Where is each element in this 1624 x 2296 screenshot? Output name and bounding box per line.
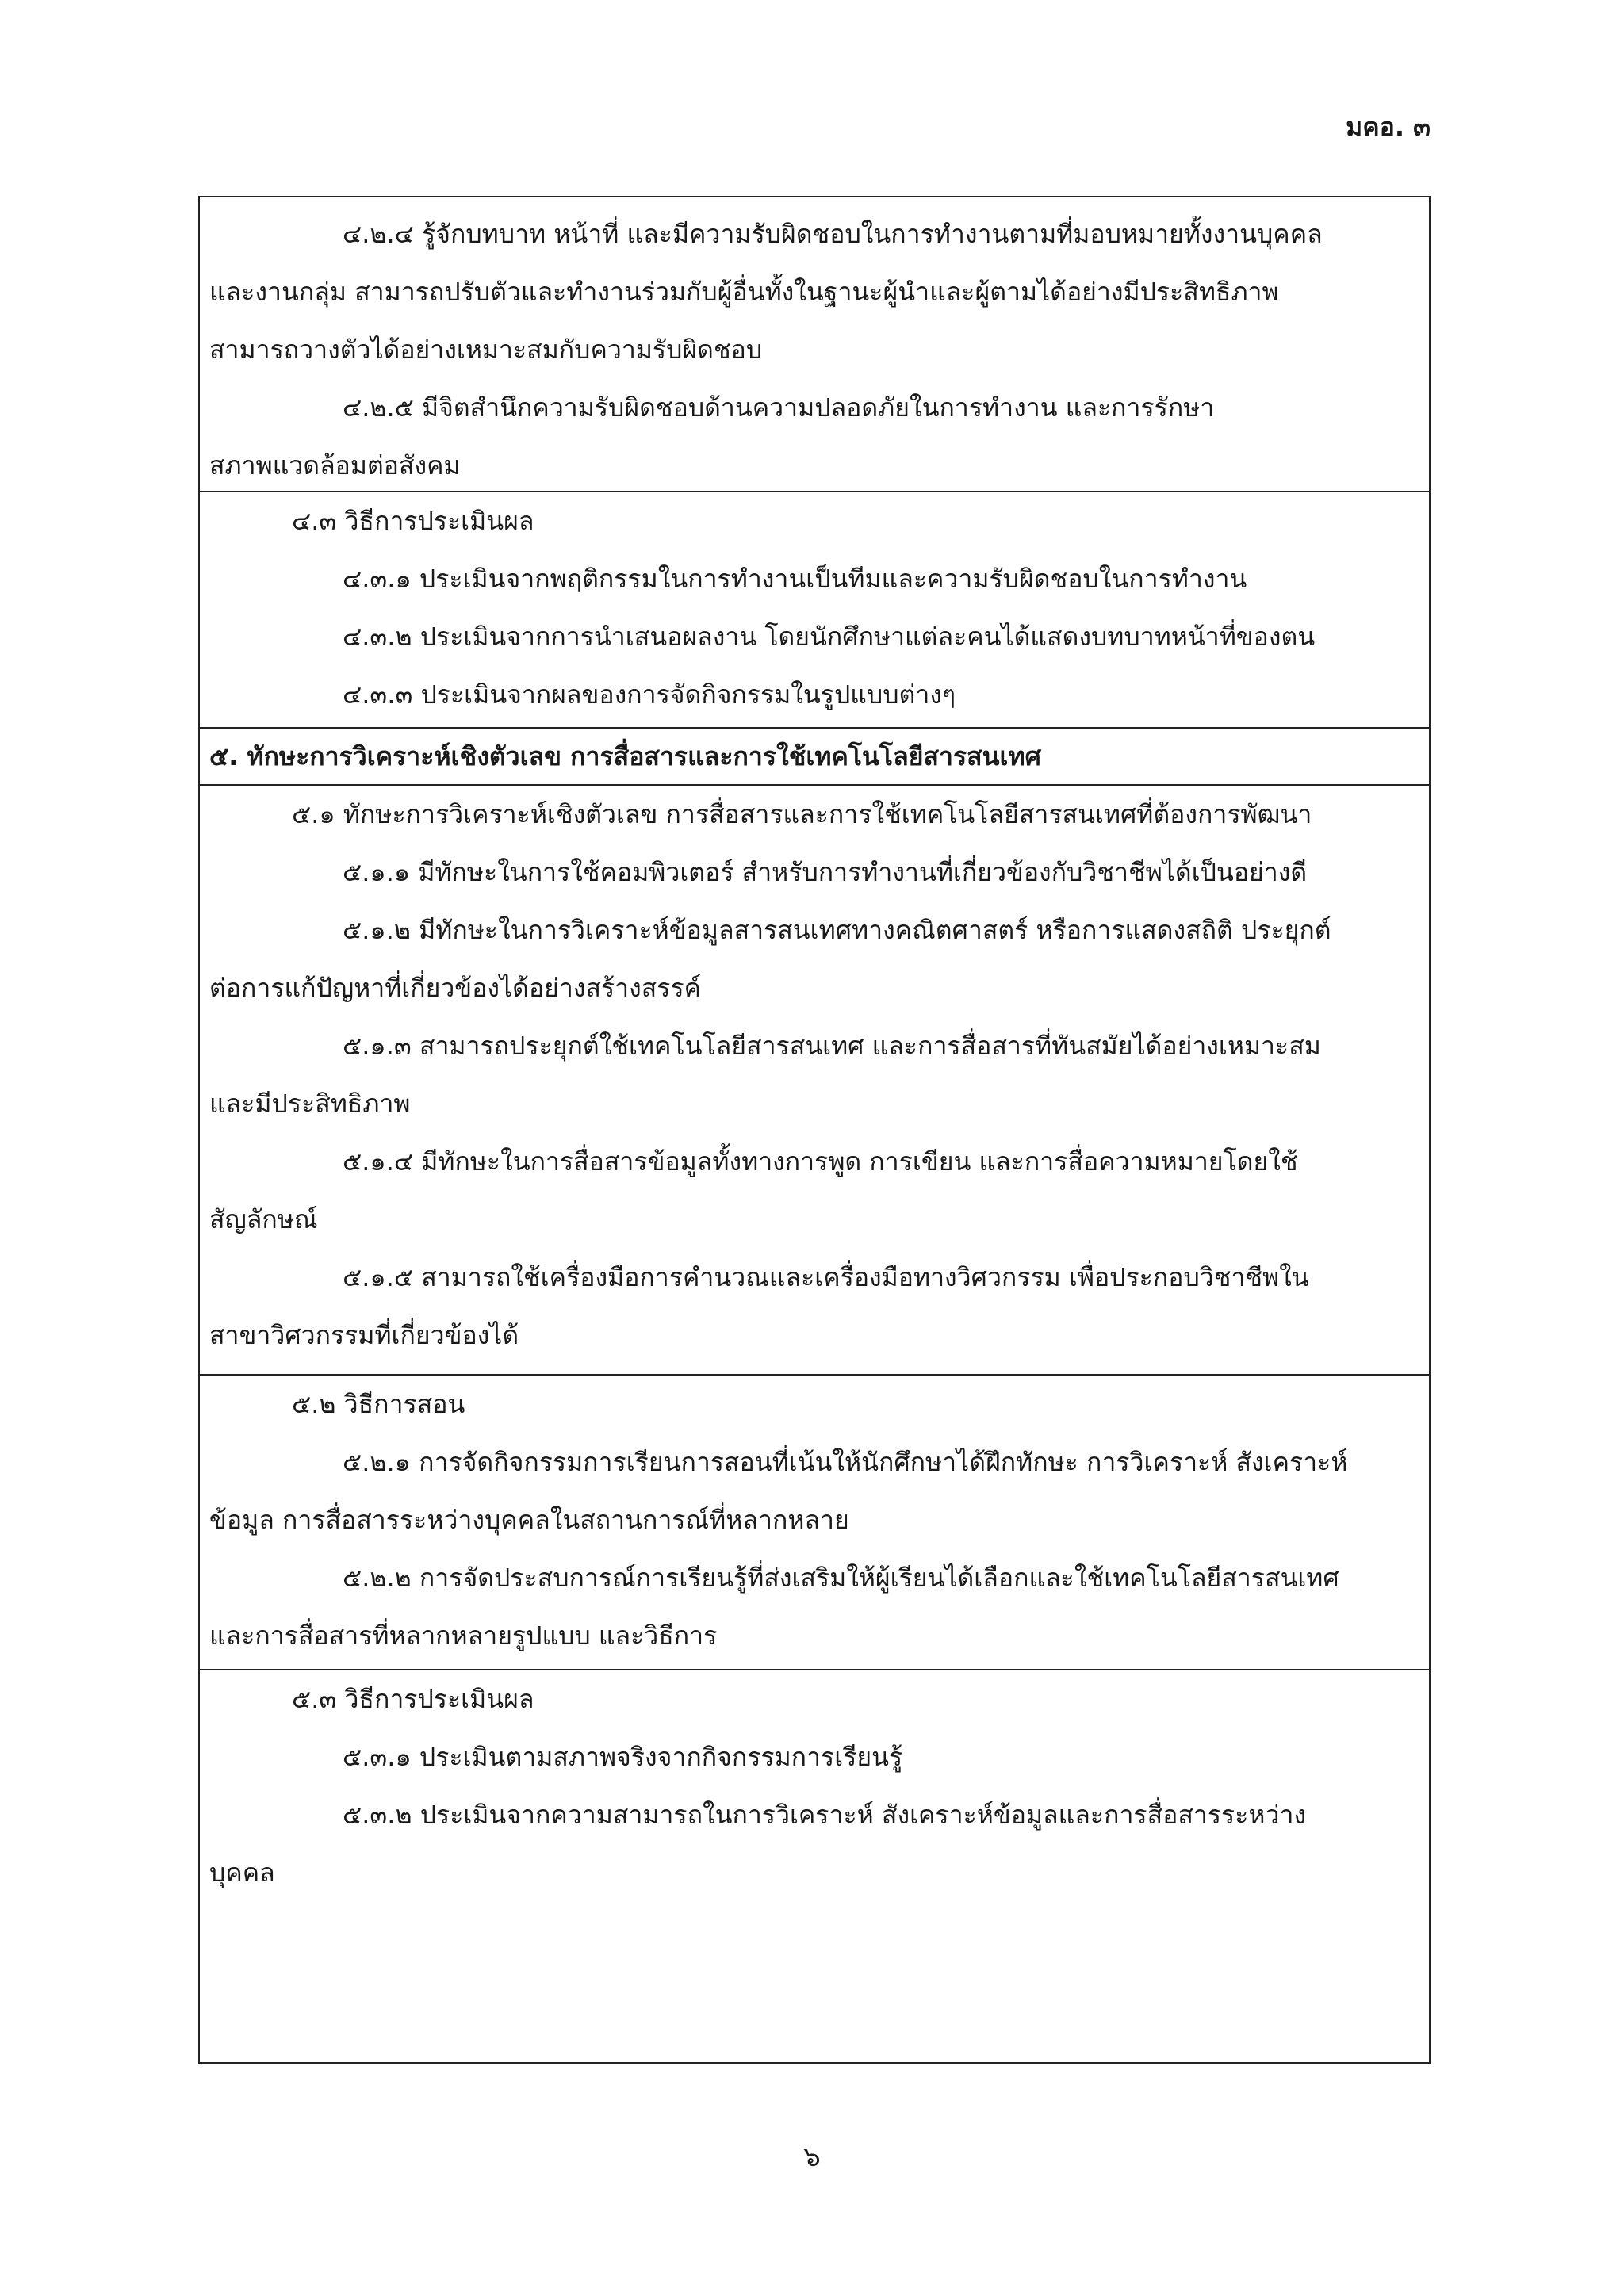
section-5-heading xyxy=(200,727,1429,784)
list-item: ๔.๓.๓ ประเมินจากผลของการจัดกิจกรรมในรูปแบบต่างๆ xyxy=(343,679,956,710)
list-item: สัญลักษณ์ xyxy=(209,1204,318,1234)
subsection-title: ๕.๓ วิธีการประเมินผล xyxy=(292,1684,534,1714)
list-item: ๕.๓.๑ ประเมินตามสภาพจริงจากกิจกรรมการเรียนรู้ xyxy=(343,1742,903,1772)
section-heading: ๕. ทักษะการวิเคราะห์เชิงตัวเลข การสื่อสารและการใช้เทคโนโลยีสารสนเทศ xyxy=(209,741,1041,771)
list-item: ๔.๓.๒ ประเมินจากการนำเสนอผลงาน โดยนักศึกษาแต่ละคนได้แสดงบทบาทหน้าที่ของตน xyxy=(343,622,1316,652)
subsection-title: ๕.๑ ทักษะการวิเคราะห์เชิงตัวเลข การสื่อสารและการใช้เทคโนโลยีสารสนเทศที่ต้องการพัฒนา xyxy=(292,799,1312,829)
section-5-3-assessment xyxy=(200,1669,1429,2062)
list-item: ๔.๓.๑ ประเมินจากพฤติกรรมในการทำงานเป็นทีมและความรับผิดชอบในการทำงาน xyxy=(343,564,1247,594)
list-item: ๕.๑.๒ มีทักษะในการวิเคราะห์ข้อมูลสารสนเทศทางคณิตศาสตร์ หรือการแสดงสถิติ ประยุกต์ xyxy=(343,915,1331,945)
list-item: ๔.๒.๔ รู้จักบทบาท หน้าที่ และมีความรับผิดชอบในการทำงานตามที่มอบหมายทั้งงานบุคคล xyxy=(343,219,1323,249)
list-item: ข้อมูล การสื่อสารระหว่างบุคคลในสถานการณ์ที่หลากหลาย xyxy=(209,1505,849,1535)
subsection-title: ๔.๓ วิธีการประเมินผล xyxy=(292,506,534,536)
list-item: ๕.๒.๒ การจัดประสบการณ์การเรียนรู้ที่ส่งเสริมให้ผู้เรียนได้เลือกและใช้เทคโนโลยีสารสนเทศ xyxy=(343,1563,1339,1593)
list-item: บุคคล xyxy=(209,1858,275,1888)
list-item: ต่อการแก้ปัญหาที่เกี่ยวข้องได้อย่างสร้างสรรค์ xyxy=(209,973,702,1003)
list-item: และมีประสิทธิภาพ xyxy=(209,1089,411,1119)
list-item: สภาพแวดล้อมต่อสังคม xyxy=(209,450,461,480)
list-item: สาขาวิศวกรรมที่เกี่ยวข้องได้ xyxy=(209,1320,519,1350)
list-item: ๕.๑.๓ สามารถประยุกต์ใช้เทคโนโลยีสารสนเทศ และการสื่อสารที่ทันสมัยได้อย่างเหมาะสม xyxy=(343,1031,1321,1061)
list-item: ๕.๑.๔ มีทักษะในการสื่อสารข้อมูลทั้งทางการพูด การเขียน และการสื่อความหมายโดยใช้ xyxy=(343,1146,1298,1177)
list-item: สามารถวางตัวได้อย่างเหมาะสมกับความรับผิดชอบ xyxy=(209,335,763,365)
list-item: ๕.๑.๑ มีทักษะในการใช้คอมพิวเตอร์ สำหรับการทำงานที่เกี่ยวข้องกับวิชาชีพได้เป็นอย่างดี xyxy=(343,857,1308,887)
list-item: ๔.๒.๕ มีจิตสำนึกความรับผิดชอบด้านความปลอดภัยในการทำงาน และการรักษา xyxy=(343,392,1215,423)
section-5-2-teaching xyxy=(200,1374,1429,1669)
section-5-1-skills xyxy=(200,784,1429,1374)
document-code: มคอ. ๓ xyxy=(1346,112,1431,142)
section-4-3-assessment xyxy=(200,491,1429,727)
list-item: และการสื่อสารที่หลากหลายรูปแบบ และวิธีการ xyxy=(209,1621,718,1651)
section-4-2-continued xyxy=(200,205,1429,491)
content-table xyxy=(198,196,1431,2064)
page-number: ๖ xyxy=(803,2141,821,2173)
subsection-title: ๕.๒ วิธีการสอน xyxy=(292,1389,465,1419)
list-item: ๕.๒.๑ การจัดกิจกรรมการเรียนการสอนที่เน้นให้นักศึกษาได้ฝึกทักษะ การวิเคราะห์ สังเคราะห์ xyxy=(343,1447,1348,1477)
list-item: ๕.๑.๕ สามารถใช้เครื่องมือการคำนวณและเครื่องมือทางวิศวกรรม เพื่อประกอบวิชาชีพใน xyxy=(343,1262,1309,1292)
list-item: และงานกลุ่ม สามารถปรับตัวและทำงานร่วมกับผู้อื่นทั้งในฐานะผู้นำและผู้ตามได้อย่างมีประสิทธิภาพ xyxy=(209,277,1279,307)
list-item: ๕.๓.๒ ประเมินจากความสามารถในการวิเคราะห์ สังเคราะห์ข้อมูลและการสื่อสารระหว่าง xyxy=(343,1800,1307,1830)
